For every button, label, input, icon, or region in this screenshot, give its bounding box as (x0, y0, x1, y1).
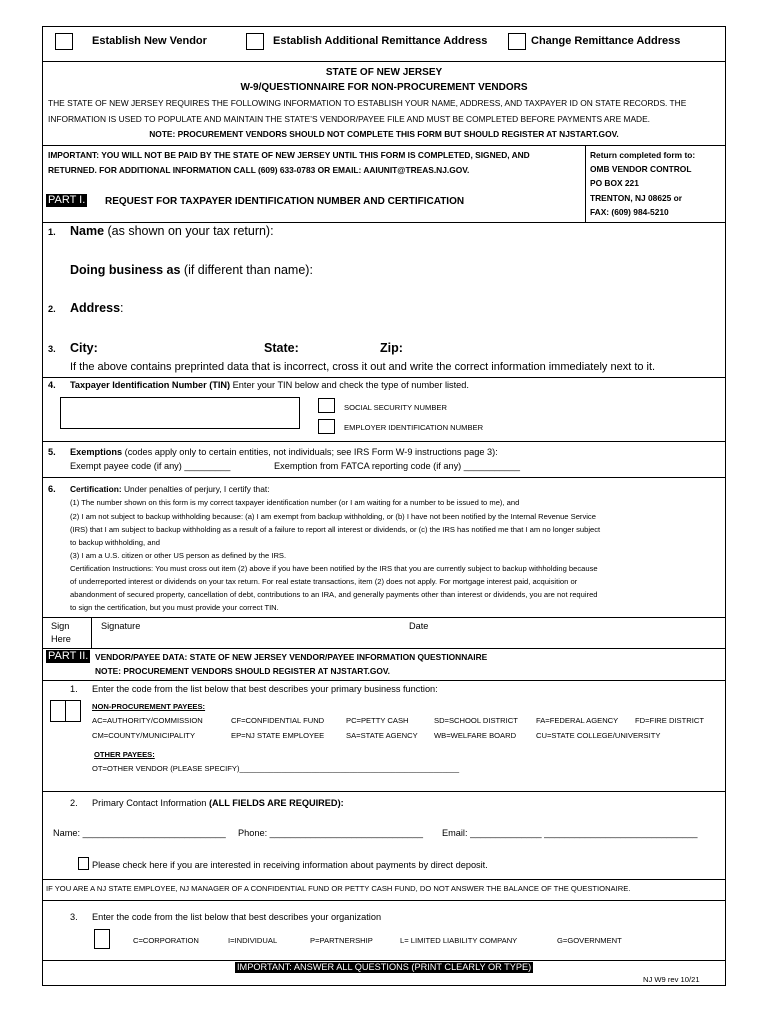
contact-name-field[interactable]: Name: ____________________________ (53, 828, 226, 838)
ein-label: EMPLOYER IDENTIFICATION NUMBER (344, 423, 484, 432)
date-field[interactable] (405, 634, 605, 646)
cert-instr2: of underreported interest or dividends on your tax return. For real estate transactions, item (2) does not apply. For mortgage interest paid, acquisition or (70, 577, 578, 586)
code-sd: SD=SCHOOL DISTRICT (434, 716, 518, 725)
contact-email-field[interactable]: Email: ______________ ______________________________ (442, 828, 698, 838)
exemptions-field-label (70, 448, 498, 457)
code-fd: FD=FIRE DISTRICT (635, 716, 704, 725)
other-specify[interactable]: OT=OTHER VENDOR (PLEASE SPECIFY)____________________________________________________ (92, 764, 460, 773)
change-remittance-label: Change Remittance Address (531, 35, 681, 47)
q1-text: Enter the code from the list below that best describes your primary business function: (92, 684, 438, 694)
header-state: STATE OF NEW JERSEY (325, 67, 443, 78)
part2-title: VENDOR/PAYEE DATA: STATE OF NEW JERSEY VENDOR/PAYEE INFORMATION QUESTIONNAIRE (95, 652, 488, 662)
here-label: Here (51, 634, 71, 644)
item1-number: 1. (48, 227, 56, 237)
divider (42, 377, 726, 378)
other-heading: OTHER PAYEES: (94, 750, 155, 759)
business-code-box-1[interactable] (50, 700, 66, 722)
signature-field[interactable] (95, 634, 395, 646)
return-line2: OMB VENDOR CONTROL (590, 164, 692, 174)
exemptions-label: Exemptions (70, 447, 123, 457)
code-fa: FA=FEDERAL AGENCY (536, 716, 619, 725)
part2-tag: PART II. (48, 650, 89, 662)
cert-item2c: to backup withholding, and (70, 538, 160, 547)
cert-heading (70, 485, 270, 493)
org-code-g: G=GOVERNMENT (557, 936, 622, 945)
establish-new-vendor-label: Establish New Vendor (92, 35, 207, 47)
part1-title: REQUEST FOR TAXPAYER IDENTIFICATION NUMBER AND CERTIFICATION (105, 196, 465, 207)
return-line4: TRENTON, NJ 08625 or (590, 193, 683, 203)
item6-number: 6. (48, 484, 56, 494)
item5-number: 5. (48, 447, 56, 457)
part1-tag: PART I. (48, 194, 86, 206)
code-cf: CF=CONFIDENTIAL FUND (231, 716, 325, 725)
return-line1: Return completed form to: (590, 150, 696, 160)
q2-number: 2. (70, 798, 78, 808)
org-code-c: C=CORPORATION (133, 936, 199, 945)
cert-item3: (3) I am a U.S. citizen or other US person as defined by the IRS. (70, 551, 287, 560)
divider (42, 648, 726, 649)
ssn-checkbox[interactable] (318, 398, 335, 413)
cert-instr1: Certification Instructions: You must cross out item (2) above if you have been notified by the IRS that you are currently subject to backup withholding because (70, 564, 598, 573)
cert-intro: Under penalties of perjury, I certify that: (121, 484, 270, 494)
exempt-payee-code[interactable]: Exempt payee code (if any) _________ (70, 461, 231, 471)
cert-instr4: to sign the certification, but you must provide your correct TIN. (70, 603, 279, 612)
exemptions-hint: (codes apply only to certain entities, not individuals; see IRS Form W-9 instructions page 3): (122, 447, 498, 457)
date-label: Date (409, 621, 429, 631)
tin-hint: Enter your TIN below and check the type of number listed. (230, 380, 469, 390)
divider (42, 61, 726, 62)
code-sa: SA=STATE AGENCY (346, 731, 418, 740)
code-ac: AC=AUTHORITY/COMMISSION (92, 716, 203, 725)
tin-field-label (70, 381, 469, 390)
org-code-p: P=PARTNERSHIP (310, 936, 373, 945)
address-label: Address (70, 301, 121, 315)
divider (91, 617, 92, 648)
name-hint: (as shown on your tax return): (104, 224, 274, 238)
additional-remittance-label: Establish Additional Remittance Address (273, 35, 488, 47)
dba-hint: (if different than name): (180, 263, 313, 277)
sign-label: Sign (51, 621, 70, 631)
tin-label: Taxpayer Identification Number (TIN) (70, 380, 231, 390)
org-code-l: L= LIMITED LIABILITY COMPANY (400, 936, 518, 945)
header-intro-line1: THE STATE OF NEW JERSEY REQUIRES THE FOLLOWING INFORMATION TO ESTABLISH YOUR NAME, ADDRESS, AND TAXPAYER ID ON STATE RECORDS. THE (48, 98, 687, 108)
part2-note: NOTE: PROCUREMENT VENDORS SHOULD REGISTER AT NJSTART.GOV. (95, 666, 391, 676)
cert-item2b: (IRS) that I am subject to backup withholding as a result of a failure to report all interest or dividends, or (c) the IRS has notified me that I am no longer subject (70, 525, 601, 534)
item4-number: 4. (48, 380, 56, 390)
header-note: NOTE: PROCUREMENT VENDORS SHOULD NOT COMPLETE THIS FORM BUT SHOULD REGISTER AT NJSTART.GOV. (149, 129, 619, 139)
organization-code-box[interactable] (94, 929, 110, 949)
state-label: State: (264, 341, 299, 355)
address-field-label (70, 302, 124, 315)
important-line2: RETURNED. FOR ADDITIONAL INFORMATION CALL (609) 633-0783 OR EMAIL: AAIUNIT@TREAS.NJ.GOV. (48, 165, 470, 175)
header-intro-line2: INFORMATION IS USED TO POPULATE AND MAINTAIN THE STATE’S VENDOR/PAYEE FILE AND MUST BE COMPLETED BEFORE PAYMENTS ARE MADE. (48, 114, 651, 124)
cert-item2a: (2) I am not subject to backup withholding because: (a) I am exempt from backup withholding, or (b) I have not been notified by the Internal Revenue Service (70, 512, 596, 521)
signature-label: Signature (101, 621, 141, 631)
address-colon: : (120, 301, 124, 315)
return-line3: PO BOX 221 (590, 178, 639, 188)
q2-required: (ALL FIELDS ARE REQUIRED): (208, 798, 344, 808)
header-title: W-9/QUESTIONNAIRE FOR NON-PROCUREMENT VENDORS (240, 82, 528, 93)
code-cm: CM=COUNTY/MUNICIPALITY (92, 731, 196, 740)
q2-label: Primary Contact Information (92, 798, 209, 808)
nonproc-heading: NON-PROCUREMENT PAYEES: (92, 702, 206, 711)
direct-deposit-label: Please check here if you are interested in receiving information about payments by direct deposit. (92, 860, 488, 870)
divider (42, 900, 726, 901)
code-pc: PC=PETTY CASH (346, 716, 409, 725)
tin-input[interactable] (60, 397, 300, 429)
q1-number: 1. (70, 684, 78, 694)
dba-label: Doing business as (70, 263, 181, 277)
name-field-label (70, 225, 274, 238)
preprinted-note: If the above contains preprinted data that is incorrect, cross it out and write the correct information immediately next to it. (70, 361, 656, 373)
code-wb: WB=WELFARE BOARD (434, 731, 517, 740)
dba-field-label (70, 264, 313, 277)
cert-label: Certification: (70, 484, 122, 494)
divider (42, 680, 726, 681)
fatca-code[interactable]: Exemption from FATCA reporting code (if any) ___________ (274, 461, 520, 471)
direct-deposit-checkbox[interactable] (78, 857, 89, 870)
divider (42, 960, 726, 961)
code-cu: CU=STATE COLLEGE/UNIVERSITY (536, 731, 661, 740)
cert-instr3: abandonment of secured property, cancellation of debt, contributions to an IRA, and generally payments other than interest or dividends, you are not required (70, 590, 598, 599)
item3-number: 3. (48, 344, 56, 354)
name-label: Name (70, 224, 105, 238)
item2-number: 2. (48, 304, 56, 314)
cert-item1: (1) The number shown on this form is my correct taxpayer identification number (or I am waiting for a number to be issued to me), and (70, 498, 520, 507)
divider (42, 441, 726, 442)
org-code-i: I=INDIVIDUAL (228, 936, 278, 945)
code-ep: EP=NJ STATE EMPLOYEE (231, 731, 325, 740)
divider (42, 879, 726, 880)
q3-number: 3. (70, 912, 78, 922)
ein-checkbox[interactable] (318, 419, 335, 434)
divider (42, 222, 726, 223)
form-revision: NJ W9 rev 10/21 (643, 975, 700, 984)
divider (585, 145, 586, 222)
zip-label: Zip: (380, 341, 403, 355)
contact-phone-field[interactable]: Phone: ______________________________ (238, 828, 423, 838)
employee-note: IF YOU ARE A NJ STATE EMPLOYEE, NJ MANAGER OF A CONFIDENTIAL FUND OR PETTY CASH FUND, DO NOT ANSWER THE BALANCE OF THE QUESTIONAIRE. (46, 884, 631, 893)
divider (42, 617, 726, 618)
business-code-box-2[interactable] (65, 700, 81, 722)
q2-text (92, 799, 344, 808)
return-line5: FAX: (609) 984-5210 (590, 207, 669, 217)
q3-text: Enter the code from the list below that best describes your organization (92, 912, 382, 922)
divider (42, 477, 726, 478)
city-label: City: (70, 341, 98, 355)
divider (42, 145, 726, 146)
divider (42, 791, 726, 792)
ssn-label: SOCIAL SECURITY NUMBER (344, 403, 447, 412)
important-line1: IMPORTANT: YOU WILL NOT BE PAID BY THE STATE OF NEW JERSEY UNTIL THIS FORM IS COMPLETED, SIGNED, AND (48, 150, 530, 160)
footer-important: IMPORTANT: ANSWER ALL QUESTIONS (PRINT CLEARLY OR TYPE) (237, 962, 532, 972)
